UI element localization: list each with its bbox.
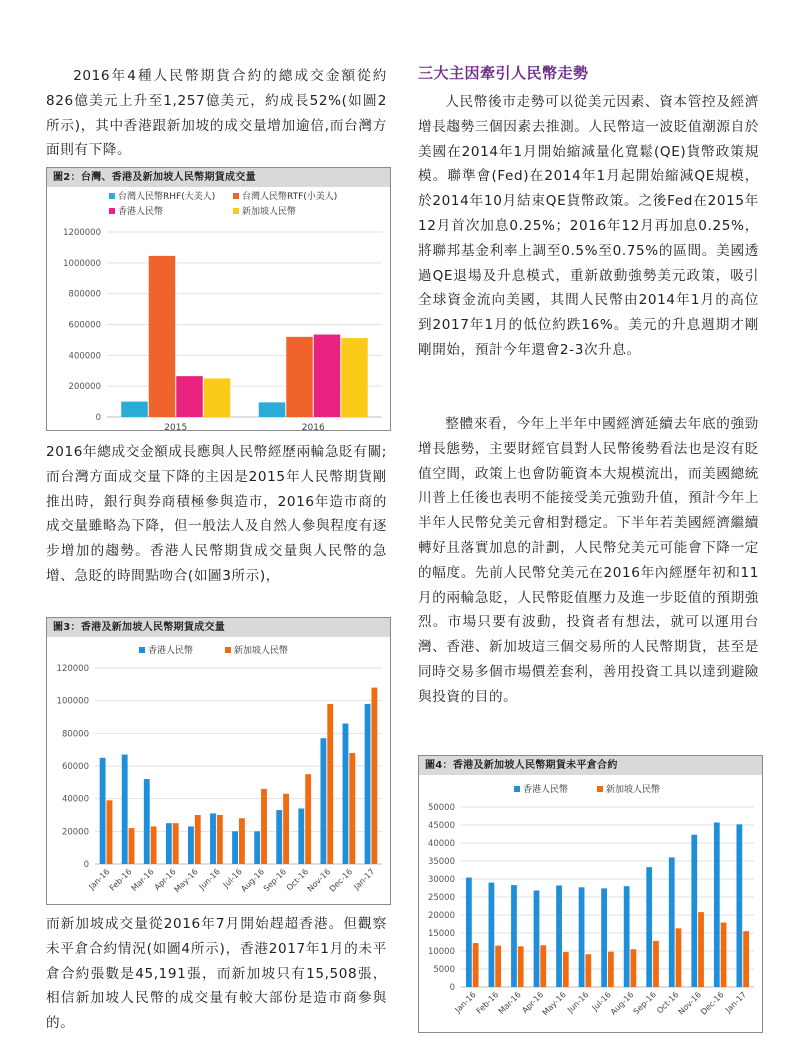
bar	[721, 923, 727, 987]
x-tick-label: Feb-16	[474, 990, 501, 1016]
bar	[122, 755, 128, 864]
bar	[166, 823, 172, 864]
x-tick-label: Nov-16	[676, 990, 704, 1017]
x-tick-label: May-16	[172, 867, 200, 895]
y-tick-label: 200000	[68, 382, 101, 393]
legend-label: 新加坡人民幣	[242, 207, 297, 217]
legend-swatch	[597, 786, 603, 792]
y-tick-label: 50000	[427, 803, 455, 813]
bar	[204, 378, 231, 417]
bar	[217, 815, 223, 864]
chart-fig4-svg	[419, 775, 762, 1032]
y-tick-label: 15000	[427, 929, 455, 939]
x-tick-label: Sep-16	[261, 867, 289, 894]
bar	[601, 888, 607, 987]
bar	[676, 928, 682, 987]
bar	[365, 704, 371, 864]
left-paragraph-1: 2016年4種人民幣期貨合約的總成交金額從約826億美元上升至1,257億美元，約成長52%(如圖2所示)，其中香港跟新加坡的成交量增加逾倍,而台灣方面則有下降。	[46, 68, 387, 159]
x-tick-label: Dec-16	[699, 990, 726, 1017]
chart-fig3-svg	[47, 637, 390, 904]
bar	[298, 808, 304, 864]
y-tick-label: 5000	[433, 965, 455, 975]
bar	[320, 738, 326, 864]
y-tick-label: 20000	[427, 911, 455, 921]
bar	[254, 831, 260, 864]
bar	[736, 824, 742, 987]
bar	[349, 753, 355, 864]
bar	[149, 256, 176, 417]
x-tick-label: Jul-16	[590, 990, 613, 1013]
y-tick-label: 60000	[61, 762, 89, 772]
x-tick-label: Jun-16	[197, 867, 222, 892]
legend-swatch	[514, 786, 520, 792]
bar	[100, 758, 106, 864]
bar	[261, 789, 267, 864]
bar	[210, 813, 216, 864]
legend-label: 香港人民幣	[118, 207, 164, 217]
x-tick-label: Aug-16	[239, 867, 266, 894]
bar	[646, 867, 652, 987]
bar	[286, 337, 313, 417]
bar	[518, 946, 524, 987]
x-tick-label: Sep-16	[631, 990, 658, 1017]
bar	[121, 402, 148, 417]
bar	[466, 878, 472, 987]
bar	[239, 818, 245, 864]
x-tick-label: Feb-16	[107, 867, 134, 893]
bar	[259, 402, 286, 417]
legend-swatch	[139, 647, 145, 653]
x-tick-label: Aug-16	[608, 990, 636, 1017]
bar	[534, 891, 540, 987]
bar	[495, 946, 501, 987]
y-tick-label: 35000	[427, 857, 455, 867]
bar	[176, 376, 203, 417]
legend-swatch	[225, 647, 231, 653]
x-tick-label: Jun-16	[565, 990, 591, 1015]
x-tick-label: Mar-16	[496, 990, 523, 1016]
y-tick-label: 400000	[68, 351, 101, 362]
bar	[188, 826, 194, 864]
y-tick-label: 1000000	[63, 258, 101, 269]
bar	[691, 835, 697, 987]
chart-fig2-title: 圖2：台灣、香港及新加坡人民幣期貨成交量	[47, 168, 390, 187]
legend-swatch	[233, 208, 239, 214]
right-paragraph-2: 整體來看，今年上半年中國經濟延續去年底的強勁增長態勢，主要財經官員對人民幣後勢看法也是沒有貶值空間，政策上也會防範資本大規模流出，而美國總統川普上任後也表明不能接受美元強勁升值，預計今年上半年人民幣兌美元會相對穩定。下半年若美國經濟繼續轉好且落實加息的計劃，人民幣兌美元可能會下降一定的幅度。先前人民幣兌美元在2016年內經歷年初和11月的兩輪急貶，人民幣貶值壓力及進一步貶值的預期強烈。市場只要有波動，投資者有想法，就可以運用台灣、香港、新加坡這三個交易所的人民幣期貨，甚至是同時交易多個市場價差套利，善用投資工具以達到避險與投資的目的。	[418, 416, 759, 705]
x-tick-label: 2015	[164, 423, 188, 430]
x-tick-label: 2016	[301, 423, 325, 430]
x-tick-label: Jan-17	[352, 867, 377, 892]
bar	[698, 912, 704, 987]
bar	[232, 831, 238, 864]
bar	[714, 822, 720, 987]
x-tick-label: Jan-16	[453, 990, 478, 1015]
y-tick-label: 20000	[61, 827, 89, 838]
bar	[579, 887, 585, 987]
legend-label: 香港人民幣	[148, 646, 194, 656]
left-paragraph-2: 2016年總成交金額成長應與人民幣經歷兩輪急貶有關;而台灣方面成交量下降的主因是2015年人民幣期貨剛推出時，銀行與券商積極參與造市，2016年造市商的成交量雖略為下降，但一般法人及自然人參與程度有逐步增加的趨勢。香港人民幣期貨成交量與人民幣的急增、急貶的時間點吻合(如圖3所示)，	[46, 444, 387, 584]
bar	[608, 952, 614, 987]
y-tick-label: 10000	[427, 947, 455, 957]
section-heading: 三大主因牽引人民幣走勢	[418, 64, 589, 82]
bar	[556, 885, 562, 987]
bar	[669, 857, 675, 987]
bar	[585, 954, 591, 987]
y-tick-label: 800000	[68, 289, 101, 300]
chart-fig2-svg	[47, 187, 390, 430]
bar	[173, 823, 179, 864]
y-tick-label: 25000	[427, 893, 455, 903]
chart-fig4	[418, 755, 763, 1033]
bar	[743, 931, 749, 987]
x-tick-label: Jan-16	[87, 867, 112, 892]
x-tick-label: May-16	[540, 990, 568, 1018]
y-tick-label: 600000	[68, 320, 101, 331]
bar	[341, 338, 368, 417]
y-tick-label: 80000	[61, 729, 89, 740]
bar	[305, 774, 311, 864]
y-tick-label: 0	[83, 860, 89, 870]
x-tick-label: Oct-16	[655, 990, 681, 1016]
left-paragraph-3: 而新加坡成交量從2016年7月開始趕超香港。但觀察未平倉合約情況(如圖4所示)，香港2017年1月的未平倉合約張數是45,191張，而新加坡只有15,508張，相信新加坡人民幣的成交量有較大部份是造市商參與的。	[46, 916, 387, 1032]
x-tick-label: Apr-16	[520, 990, 546, 1016]
bar	[343, 724, 349, 864]
bar	[540, 945, 546, 987]
y-tick-label: 0	[95, 413, 101, 423]
y-tick-label: 100000	[56, 696, 89, 707]
bar	[144, 779, 150, 864]
legend-swatch	[109, 193, 115, 199]
bar	[371, 688, 377, 864]
y-tick-label: 45000	[427, 821, 455, 831]
chart-fig3-title: 圖3：香港及新加坡人民幣期貨成交量	[47, 618, 390, 637]
bar	[107, 800, 113, 864]
bar	[195, 815, 201, 864]
chart-fig4-title: 圖4：香港及新加坡人民幣期貨未平倉合約	[419, 756, 762, 775]
y-tick-label: 40000	[427, 839, 455, 849]
legend-swatch	[109, 208, 115, 214]
x-tick-label: Oct-16	[284, 867, 311, 893]
legend-label: 新加坡人民幣	[234, 646, 289, 656]
bar	[631, 949, 637, 987]
legend-swatch	[233, 193, 239, 199]
y-tick-label: 30000	[427, 875, 455, 885]
bar	[314, 335, 341, 417]
legend-label: 台灣人民幣RTF(小美人)	[242, 192, 338, 202]
chart-fig3	[46, 617, 391, 905]
bar	[511, 885, 517, 987]
x-tick-label: Dec-16	[327, 867, 355, 894]
y-tick-label: 120000	[56, 664, 89, 674]
bar	[283, 794, 289, 864]
x-tick-label: Jan-17	[723, 990, 749, 1015]
legend-label: 台灣人民幣RHF(大美人)	[118, 192, 216, 202]
legend-label: 新加坡人民幣	[606, 785, 661, 795]
bar	[624, 886, 630, 987]
bar	[276, 810, 282, 864]
y-tick-label: 40000	[61, 794, 89, 805]
y-tick-label: 0	[449, 983, 455, 993]
legend-label: 香港人民幣	[523, 785, 569, 795]
bar	[151, 826, 157, 864]
bar	[327, 704, 333, 864]
bar	[563, 952, 569, 987]
y-tick-label: 1200000	[63, 228, 101, 238]
bar	[489, 883, 495, 987]
x-tick-label: Mar-16	[129, 867, 156, 893]
x-tick-label: Apr-16	[152, 867, 178, 893]
chart-fig2	[46, 167, 391, 431]
x-tick-label: Nov-16	[305, 867, 333, 894]
x-tick-label: Jul-16	[221, 867, 244, 890]
bar	[473, 943, 479, 987]
bar	[129, 828, 135, 864]
bar	[653, 941, 659, 987]
right-paragraph-1: 人民幣後市走勢可以從美元因素、資本管控及經濟增長趨勢三個因素去推測。人民幣這一波貶值潮源自於美國在2014年1月開始縮減量化寬鬆(QE)貨幣政策規模。聯準會(Fed)在2014年1月起開始縮減QE規模，於2014年10月結束QE貨幣政策。之後Fed在2015年12月首次加息0.25%；2016年12月再加息0.25%，將聯邦基金利率上調至0.5%至0.75%的區間。美國透過QE退場及升息模式，重新啟動強勢美元政策，吸引全球資金流向美國，其間人民幣由2014年1月的高位到2017年1月的低位約跌16%。美元的升息週期才剛剛開始，預計今年還會2-3次升息。	[418, 94, 759, 358]
